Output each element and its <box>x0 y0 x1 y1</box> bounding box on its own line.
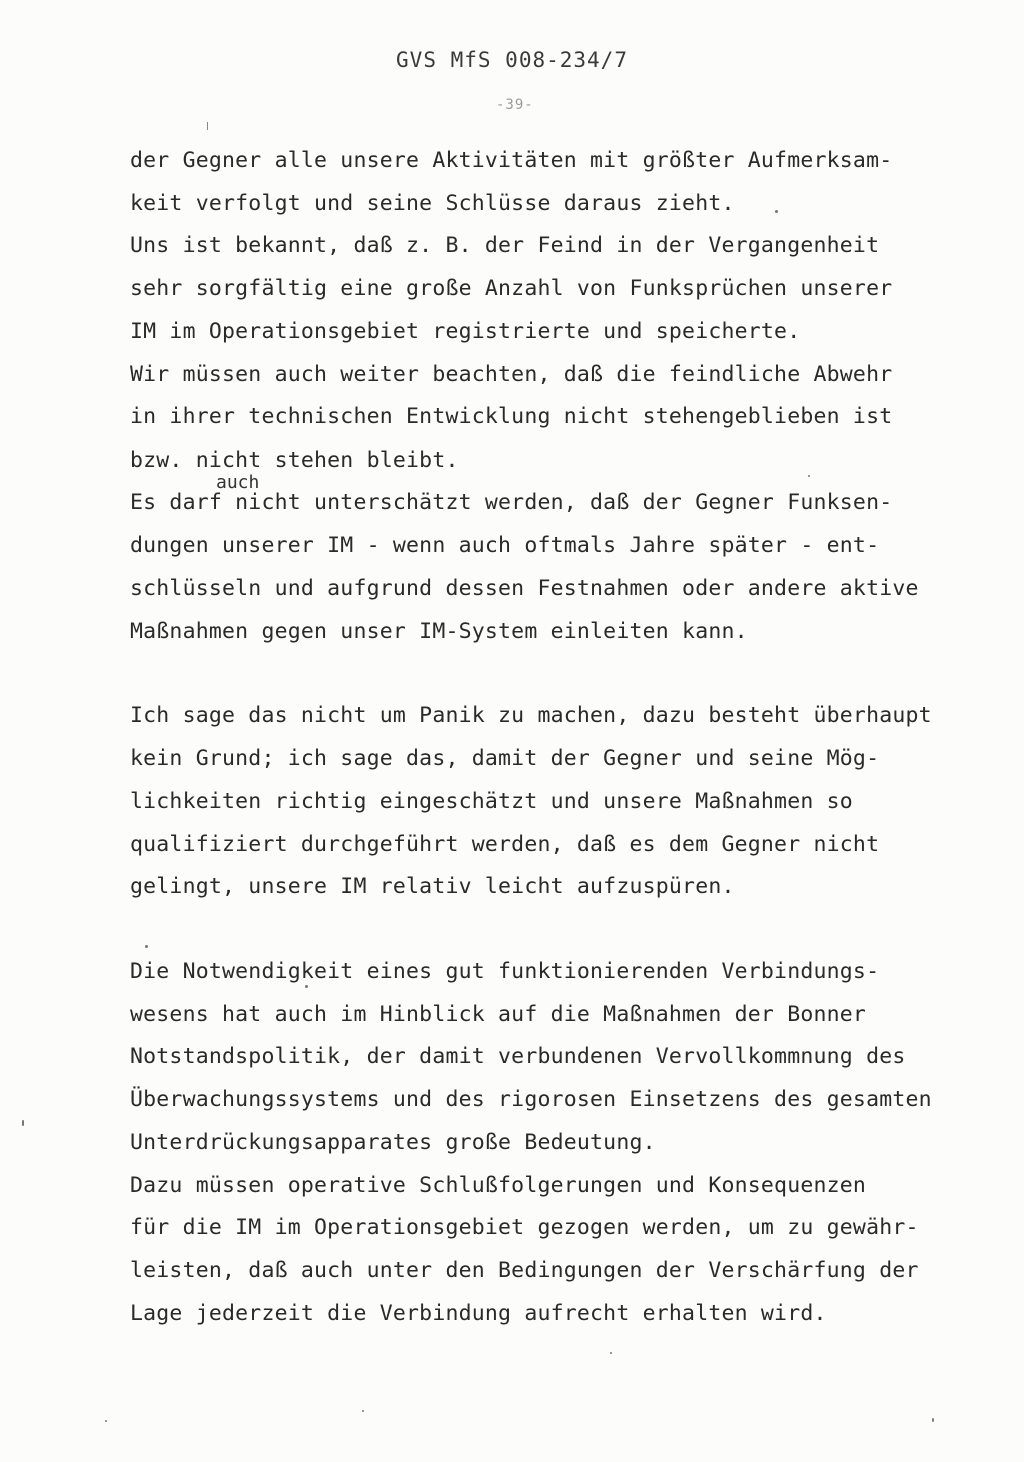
text-line: Es darf nicht unterschätzt werden, daß der Gegner Funksen- <box>130 490 893 515</box>
text-line: Wir müssen auch weiter beachten, daß die feindliche Abwehr <box>130 362 893 387</box>
page-number-mark: -39- <box>496 97 534 113</box>
text-line: IM im Operationsgebiet registrierte und speicherte. <box>130 319 801 344</box>
scan-speck <box>932 1418 934 1422</box>
text-line: Überwachungssystems und des rigorosen Einsetzens des gesamten <box>130 1087 932 1112</box>
scan-speck <box>145 945 148 948</box>
text-line: kein Grund; ich sage das, damit der Gegner und seine Mög- <box>130 746 880 771</box>
handwritten-insertion: auch <box>216 472 260 493</box>
text-line: sehr sorgfältig eine große Anzahl von Funksprüchen unserer <box>130 276 893 301</box>
scan-speck <box>362 1410 364 1412</box>
text-line: lichkeiten richtig eingeschätzt und unsere Maßnahmen so <box>130 789 853 814</box>
text-line: Unterdrückungsapparates große Bedeutung. <box>130 1130 656 1155</box>
text-line: Lage jederzeit die Verbindung aufrecht erhalten wird. <box>130 1301 827 1326</box>
scan-speck <box>207 122 208 130</box>
text-line: keit verfolgt und seine Schlüsse daraus zieht. <box>130 191 735 216</box>
text-line: bzw. nicht stehen bleibt. <box>130 448 459 473</box>
text-line: Uns ist bekannt, daß z. B. der Feind in der Vergangenheit <box>130 233 880 258</box>
text-line: Ich sage das nicht um Panik zu machen, dazu besteht überhaupt <box>130 703 932 728</box>
text-line: qualifiziert durchgeführt werden, daß es dem Gegner nicht <box>130 832 880 857</box>
text-line: der Gegner alle unsere Aktivitäten mit größter Aufmerksam- <box>130 148 893 173</box>
scan-speck <box>610 1352 612 1354</box>
text-line: leisten, daß auch unter den Bedingungen der Verschärfung der <box>130 1258 919 1283</box>
scan-speck <box>105 1420 107 1422</box>
text-line: gelingt, unsere IM relativ leicht aufzuspüren. <box>130 874 735 899</box>
text-line: wesens hat auch im Hinblick auf die Maßnahmen der Bonner <box>130 1002 867 1027</box>
scan-speck <box>305 985 308 988</box>
text-line: in ihrer technischen Entwicklung nicht stehengeblieben ist <box>130 404 893 429</box>
text-line: dungen unserer IM - wenn auch oftmals Jahre später - ent- <box>130 533 880 558</box>
scan-speck <box>22 1120 24 1126</box>
scan-speck <box>775 210 778 213</box>
document-reference: GVS MfS 008-234/7 <box>396 48 628 72</box>
text-line: Maßnahmen gegen unser IM-System einleiten kann. <box>130 619 748 644</box>
text-line: schlüsseln und aufgrund dessen Festnahmen oder andere aktive <box>130 576 919 601</box>
text-line: Notstandspolitik, der damit verbundenen Vervollkommnung des <box>130 1044 906 1069</box>
text-line: Die Notwendigkeit eines gut funktionierenden Verbindungs- <box>130 959 880 984</box>
scan-speck <box>808 475 810 477</box>
text-line: Dazu müssen operative Schlußfolgerungen und Konsequenzen <box>130 1173 867 1198</box>
text-line: für die IM im Operationsgebiet gezogen werden, um zu gewähr- <box>130 1215 919 1240</box>
